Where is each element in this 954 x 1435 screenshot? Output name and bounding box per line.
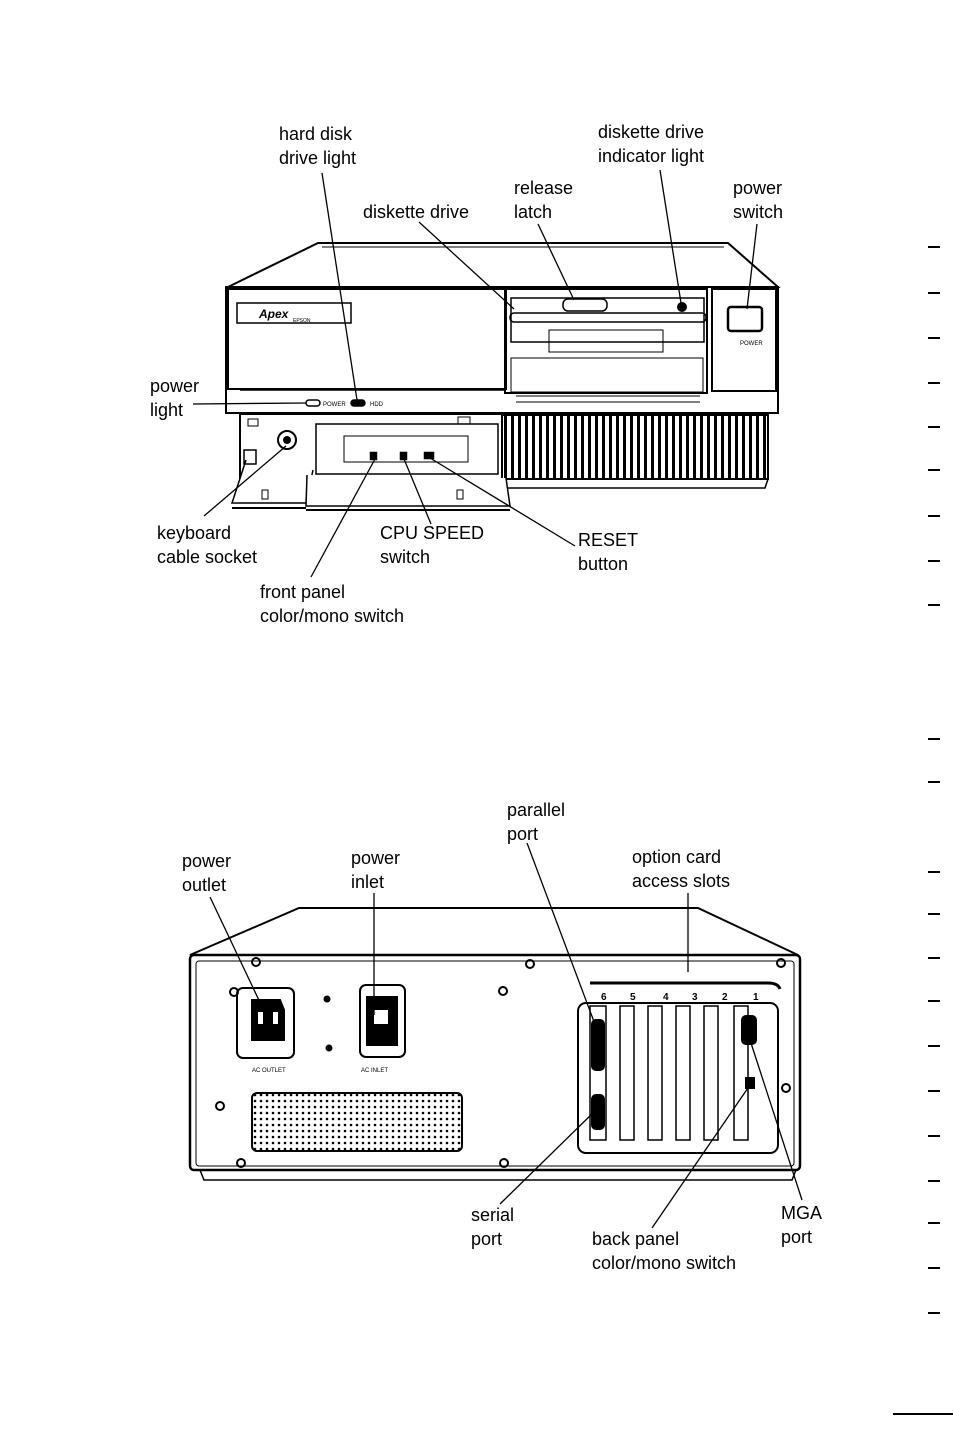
hdd-light-text: HDD (370, 402, 383, 408)
reset-button (424, 452, 434, 459)
label-back-color-mono: back panel color/mono switch (592, 1229, 737, 1273)
power-light-text: POWER (323, 402, 346, 408)
label-power-inlet: power inlet (351, 848, 401, 892)
power-switch-text: POWER (740, 341, 763, 347)
diskette-indicator-led (678, 303, 686, 311)
slot-number-6: 6 (601, 992, 607, 1003)
ac-outlet-socket (252, 1000, 284, 1040)
slot-number-4: 4 (663, 992, 669, 1003)
slot-number-1: 1 (753, 992, 759, 1003)
label-reset: RESET button (578, 530, 639, 574)
back-view-computer (190, 908, 800, 1180)
parallel-port-connector (592, 1020, 604, 1070)
mga-port-connector (742, 1016, 756, 1044)
label-option-slots: option card access slots (632, 847, 731, 891)
brand-sub: EPSON (293, 318, 311, 324)
slot-number-5: 5 (630, 992, 636, 1003)
hdd-led (351, 400, 365, 406)
label-power-switch: power switch (733, 178, 784, 222)
label-cpu-speed: CPU SPEED switch (380, 523, 485, 567)
label-power-light: power light (150, 376, 200, 420)
label-keyboard-socket: keyboard cable socket (157, 523, 258, 567)
back-color-mono-switch (746, 1078, 754, 1088)
brand-logo: Apex (259, 307, 289, 321)
label-mga-port: MGA port (781, 1203, 823, 1247)
label-hard-disk-light: hard disk drive light (279, 124, 357, 168)
front-view-computer (226, 243, 778, 510)
color-mono-switch (400, 452, 407, 460)
label-power-outlet: power outlet (182, 851, 232, 895)
release-latch-handle (563, 299, 607, 311)
label-parallel-port: parallel port (507, 800, 566, 844)
slot-number-3: 3 (692, 992, 698, 1003)
ac-outlet-text: AC OUTLET (252, 1068, 286, 1074)
slot-number-2: 2 (722, 992, 728, 1003)
label-diskette-indicator: diskette drive indicator light (598, 122, 705, 166)
label-diskette-drive: diskette drive (363, 202, 470, 222)
label-release-latch: release latch (514, 178, 574, 222)
label-front-color-mono: front panel color/mono switch (260, 582, 405, 626)
ac-inlet-text: AC INLET (361, 1068, 389, 1074)
cpu-speed-switch (370, 452, 377, 460)
label-serial-port: serial port (471, 1205, 515, 1249)
